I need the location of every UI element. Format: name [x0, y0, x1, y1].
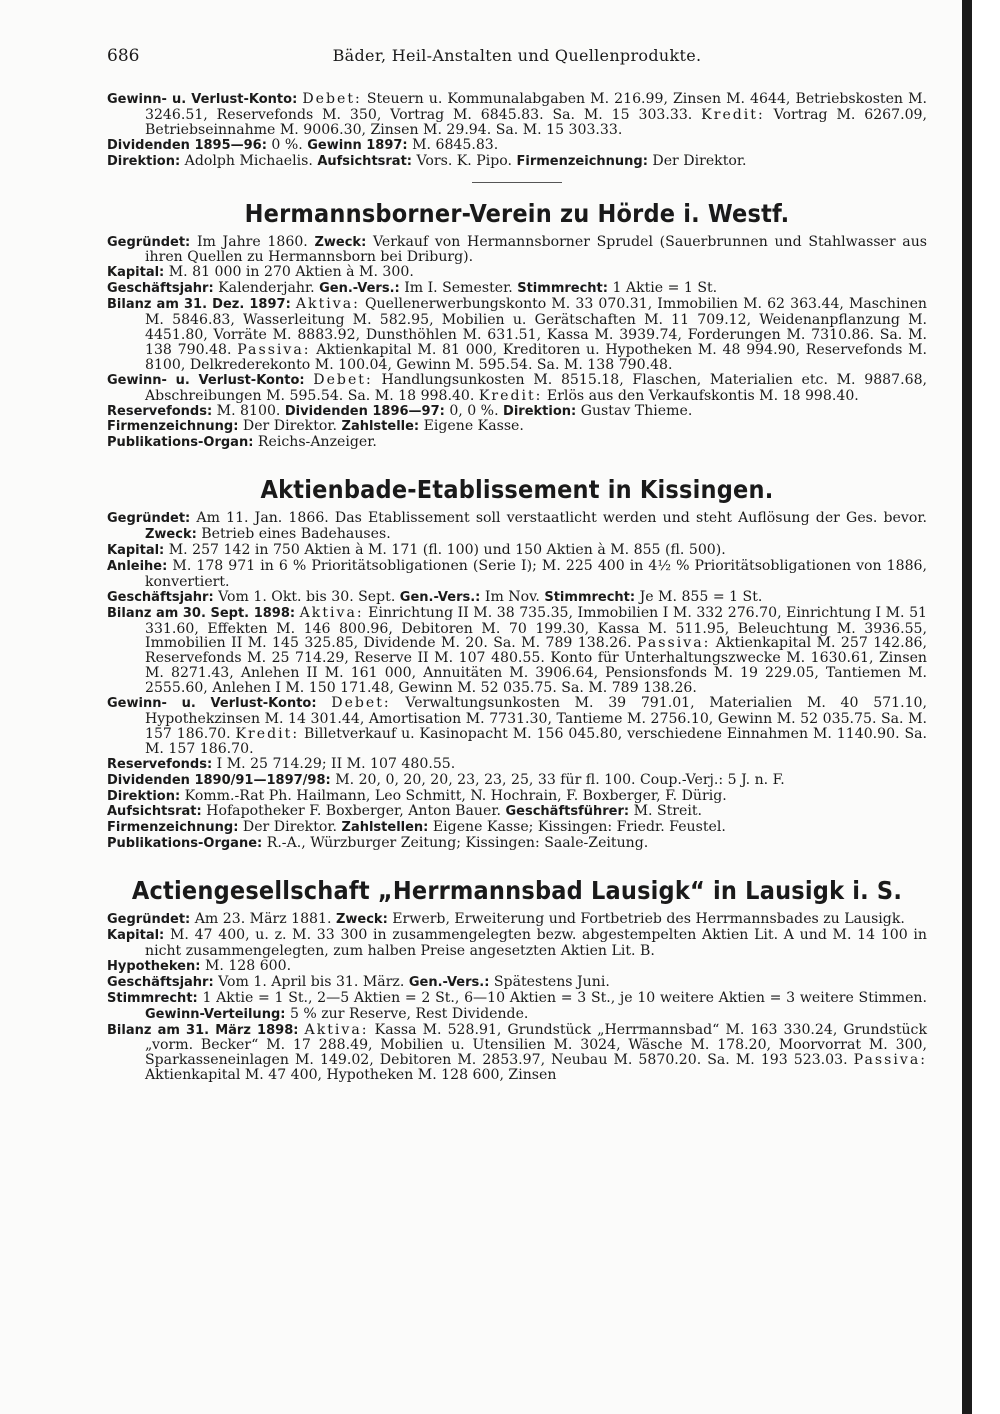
guv-paragraph: Gewinn- u. Verlust-Konto: Debet: Handlungsunkosten M. 8515.18, Flaschen, Materialien etc. M. 9887.68, Abschreibungen M. 595.54. Sa. M. 18 998.40. Kredit: Erlös aus den Verkaufskontis M. 18 998.40.: [107, 371, 928, 404]
direction-paragraph: Direktion: Adolph Michaelis. Aufsichtsrat: Vors. K. Pipo. Firmenzeichnung: Der Direktor.: [107, 152, 747, 169]
reserve-paragraph: Reservefonds: I M. 25 714.29; II M. 107 480.55.: [107, 755, 456, 772]
founding-paragraph: Gegründet: Am 11. Jan. 1866. Das Etablissement soll verstaatlicht werden und steht Auflösung der Ges. bevor. Zweck: Betrieb eines Badehauses.: [107, 510, 927, 543]
scan-edge-shadow: [962, 0, 972, 1414]
entry-title: Hermannsborner-Verein zu Hörde i. Westf.: [244, 198, 790, 228]
direction-paragraph: Direktion: Komm.-Rat Ph. Hailmann, Leo Schmitt, N. Hochrain, F. Boxberger, F. Dürig.: [107, 787, 727, 804]
voting-paragraph: Stimmrecht: 1 Aktie = 1 St., 2—5 Aktien = 2 St., 6—10 Aktien = 3 St., je 10 weitere Aktien = 3 weitere Stimmen. Gewinn-Verteilung: 5 % zur Reserve, Rest Dividende.: [107, 989, 927, 1022]
previous-entry-tail: [107, 92, 927, 170]
mortgage-paragraph: Hypotheken: M. 128 600.: [107, 957, 292, 974]
balance-paragraph: Bilanz am 31. Dez. 1897: Aktiva: Quellenerwerbungskonto M. 33 070.31, Immobilien M. 62 363.44, Maschinen M. 5846.83, Wasserleitung M. 582.95, Mobilien u. Gerätschaften M. 11 709.12, Weidenanpflanzung M. 4451.80, Vorräte M. 8883.92, Dunsthöhlen M. 631.51, Kassa M. 3939.74, Forderungen M. 7310.86. Sa. M. 138 790.48. Passiva: Aktienkapital M. 81 000, Kreditoren u. Hypotheken M. 48 994.90, Reservefonds M. 8100, Delkrederekonto M. 100.04, Gewinn M. 595.54. Sa. M. 138 790.48.: [107, 296, 928, 373]
founding-paragraph: Gegründet: Am 23. März 1881. Zweck: Erwerb, Erweiterung und Fortbetrieb des Herrmannsbades zu Lausigk.: [107, 911, 905, 928]
founding-paragraph: Gegründet: Im Jahre 1860. Zweck: Verkauf von Hermannsborner Sprudel (Sauerbrunnen und Stahlwasser aus ihren Quellen zu Hermannsborn bei Driburg).: [107, 233, 928, 266]
publication-paragraph: Publikations-Organ: Reichs-Anzeiger.: [107, 434, 377, 451]
signature-paragraph: Firmenzeichnung: Der Direktor. Zahlstelle: Eigene Kasse.: [107, 418, 524, 435]
balance-paragraph: Bilanz am 31. März 1898: Aktiva: Kassa M. 528.91, Grundstück „Herrmannsbad“ M. 163 330.24, Grundstück „vorm. Becker“ M. 17 288.49, Mobilien u. Utensilien M. 3024, Wäsche M. 178.20, Moorvorrat M. 300, Sparkasseneinlagen M. 149.02, Debitoren M. 2853.97, Neubau M. 5870.20. Sa. M. 193 523.03. Passiva: Aktienkapital M. 47 400, Hypotheken M. 128 600, Zinsen: [107, 1021, 927, 1084]
section-gap: [107, 852, 927, 876]
business-year-paragraph: Geschäftsjahr: Kalenderjahr. Gen.-Vers.: Im I. Semester. Stimmrecht: 1 Aktie = 1 St.: [107, 280, 718, 297]
entry-lausigk: [107, 876, 927, 1083]
capital-paragraph: Kapital: M. 47 400, u. z. M. 33 300 in zusammengelegten bezw. abgestempelten Aktien Lit. A und M. 14 100 in nicht zusammengelegten, zum halben Preise angesetzten Aktien Lit. B.: [107, 927, 927, 959]
publication-paragraph: Publikations-Organe: R.-A., Würzburger Zeitung; Kissingen: Saale-Zeitung.: [107, 835, 649, 852]
loan-paragraph: Anleihe: M. 178 971 in 6 % Prioritätsobligationen (Serie I); M. 225 400 in 4½ % Prioritätsobligationen von 1886, konvertiert.: [107, 557, 928, 590]
guv-paragraph: Gewinn- u. Verlust-Konto: Debet: Verwaltungsunkosten M. 39 791.01, Materialien M. 40 571.10, Hypothekzinsen M. 14 301.44, Amortisation M. 7731.30, Tantieme M. 2756.10, Gewinn M. 52 035.75. Sa. M. 157 186.70. Kredit: Billetverkauf u. Kasinopacht M. 156 045.80, verschiedene Einnahmen M. 1140.90. Sa. M. 157 186.70.: [107, 695, 928, 757]
reserve-paragraph: Reservefonds: M. 8100. Dividenden 1896—97: 0, 0 %. Direktion: Gustav Thieme.: [107, 402, 693, 419]
running-header: [107, 46, 927, 70]
dividend-paragraph: Dividenden 1890/91—1897/98: M. 20, 0, 20, 20, 23, 23, 25, 33 für fl. 100. Coup.-Verj.: 5 J. n. F.: [107, 771, 785, 788]
entry-title: Actiengesellschaft „Herrmannsbad Lausigk“ in Lausigk i. S.: [131, 876, 903, 906]
entry-kissingen: [107, 475, 927, 852]
entry-hermannsborner: [107, 199, 927, 452]
entry-title: Aktienbade-Etablissement in Kissingen.: [260, 475, 774, 505]
capital-paragraph: Kapital: M. 257 142 in 750 Aktien à M. 171 (fl. 100) und 150 Aktien à M. 855 (fl. 500).: [107, 542, 726, 559]
signature-paragraph: Firmenzeichnung: Der Direktor. Zahlstellen: Eigene Kasse; Kissingen: Friedr. Feustel.: [107, 819, 726, 836]
page-content: [107, 92, 927, 1083]
supervisory-paragraph: Aufsichtsrat: Hofapotheker F. Boxberger, Anton Bauer. Geschäftsführer: M. Streit.: [107, 803, 703, 820]
page-number: 686: [107, 46, 140, 66]
guv-paragraph: Gewinn- u. Verlust-Konto: Debet: Steuern u. Kommunalabgaben M. 216.99, Zinsen M. 4644, Betriebskosten M. 3246.51, Reservefonds M. 350, Vortrag M. 6845.83. Sa. M. 15 303.33. Kredit: Vortrag M. 6267.09, Betriebseinnahme M. 9006.30, Zinsen M. 29.94. Sa. M. 15 303.33.: [107, 91, 927, 138]
header-title: Bäder, Heil-Anstalten und Quellenprodukte.: [332, 46, 702, 65]
section-gap: [107, 451, 927, 475]
business-year-paragraph: Geschäftsjahr: Vom 1. Okt. bis 30. Sept. Gen.-Vers.: Im Nov. Stimmrecht: Je M. 855 = 1 St.: [107, 588, 763, 605]
dividend-paragraph: Dividenden 1895—96: 0 %. Gewinn 1897: M. 6845.83.: [107, 136, 499, 153]
business-year-paragraph: Geschäftsjahr: Vom 1. April bis 31. März. Gen.-Vers.: Spätestens Juni.: [107, 973, 610, 990]
capital-paragraph: Kapital: M. 81 000 in 270 Aktien à M. 300.: [107, 264, 414, 281]
section-divider: [472, 182, 562, 183]
balance-paragraph: Bilanz am 30. Sept. 1898: Aktiva: Einrichtung II M. 38 735.35, Immobilien I M. 332 276.70, Einrichtung I M. 51 331.60, Effekten M. 146 800.96, Debitoren M. 70 199.30, Kassa M. 511.95, Beleuchtung M. 3936.55, Immobilien II M. 145 325.85, Dividende M. 20. Sa. M. 789 138.26. Passiva: Aktienkapital M. 257 142.86, Reservefonds M. 25 714.29, Reserve II M. 107 480.55. Konto für Unterhaltungszwecke M. 1630.61, Zinsen M. 8271.43, Anlehen II M. 161 000, Annuitäten M. 3906.64, Pensionsfonds M. 19 229.05, Tantiemen M. 2555.60, Anlehen I M. 150 171.48, Gewinn M. 52 035.75. Sa. M. 789 138.26.: [107, 604, 928, 697]
